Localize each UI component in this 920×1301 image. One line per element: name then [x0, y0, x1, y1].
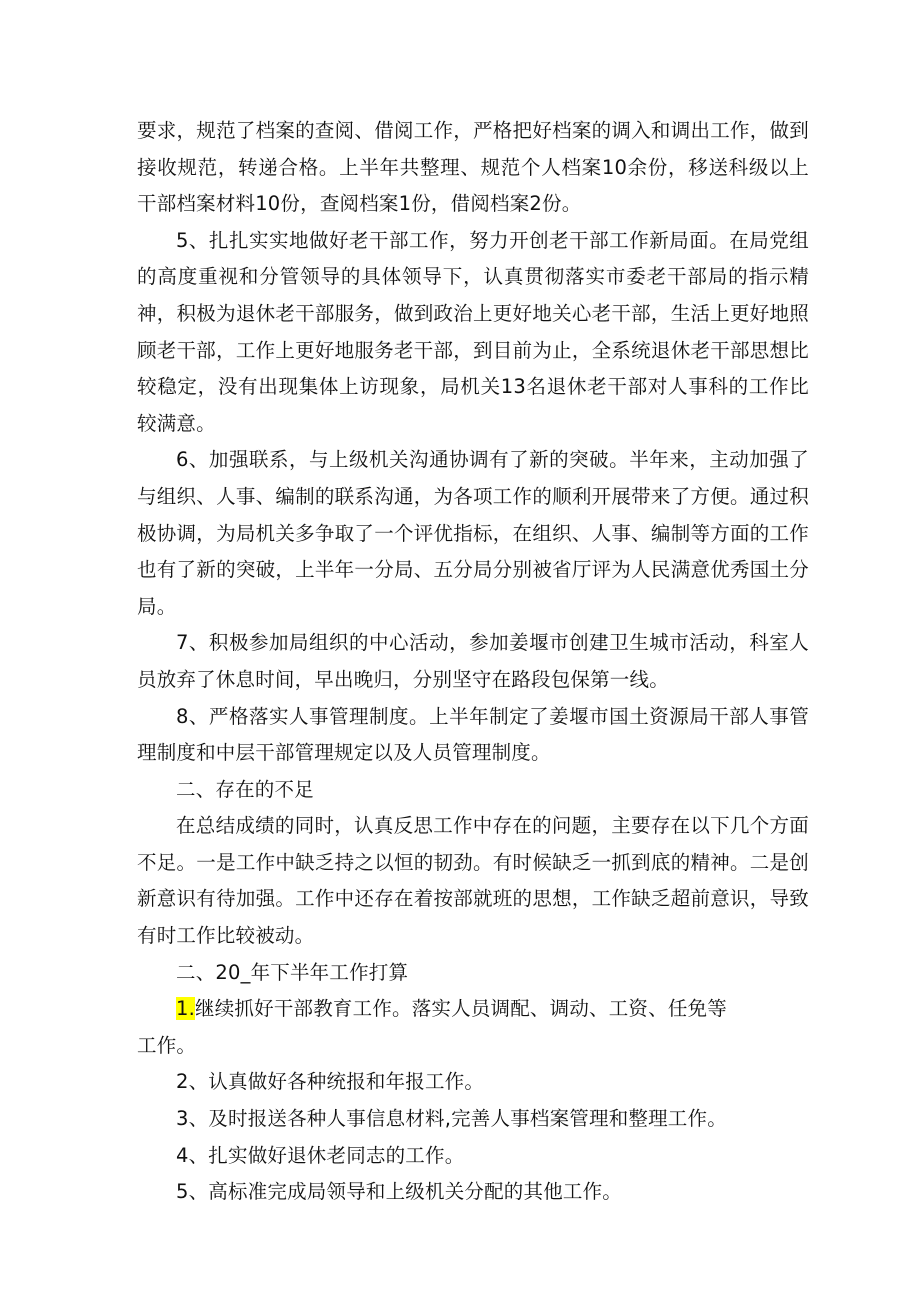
highlighted-item-number: 1.: [176, 997, 196, 1021]
plan-item-4: 4、扎实做好退休老同志的工作。: [176, 1143, 465, 1167]
plan-item-1-text: 继续抓好干部教育工作。落实人员调配、调动、工资、任免等: [195, 997, 727, 1021]
plan-item-3: 3、及时报送各种人事信息材料,完善人事档案管理和整理工作。: [176, 1107, 727, 1131]
paragraph-shortcomings: 在总结成绩的同时，认真反思工作中存在的问题，主要存在以下几个方面不足。一是工作中缺乏持之以恒的韧劲。有时候缺乏一抓到底的精神。二是创新意识有待加强。工作中还存在着按部就班的思想，工作缺乏超前意识，导致有时工作比较被动。: [137, 814, 809, 948]
paragraph-item-5-veteran-cadres: 5、扎扎实实地做好老干部工作，努力开创老干部工作新局面。在局党组的高度重视和分管领导的具体领导下，认真贯彻落实市委老干部局的指示精神，积极为退休老干部服务，做到政治上更好地关心老干部，生活上更好地照顾老干部，工作上更好地服务老干部，到目前为止，全系统退休老干部思想比较稳定，没有出现集体上访现象，局机关13名退休老干部对人事科的工作比较满意。: [137, 228, 809, 435]
plan-item-1-continuation: 工作。: [137, 1033, 197, 1057]
paragraph-item-8-personnel-rules: 8、严格落实人事管理制度。上半年制定了姜堰市国土资源局干部人事管理制度和中层干部管理规定以及人员管理制度。: [137, 704, 809, 765]
plan-item-5: 5、高标准完成局领导和上级机关分配的其他工作。: [176, 1180, 623, 1204]
paragraph-item-7-activities: 7、积极参加局组织的中心活动，参加姜堰市创建卫生城市活动，科室人员放弃了休息时间，早出晚归，分别坚守在路段包保第一线。: [137, 631, 809, 691]
document-body: [137, 113, 809, 1211]
plan-item-1: [137, 991, 809, 1064]
section-heading-second-half-plan: 二、20_年下半年工作打算: [176, 960, 409, 984]
section-heading-shortcomings: 二、存在的不足: [176, 777, 314, 801]
paragraph-archives-continuation: 要求，规范了档案的查阅、借阅工作，严格把好档案的调入和调出工作，做到接收规范，转递合格。上半年共整理、规范个人档案10余份，移送科级以上干部档案材料10份，查阅档案1份，借阅档案2份。: [137, 119, 809, 216]
plan-item-2: 2、认真做好各种统报和年报工作。: [176, 1070, 485, 1094]
paragraph-item-6-liaison: 6、加强联系，与上级机关沟通协调有了新的突破。半年来，主动加强了与组织、人事、编制的联系沟通，为各项工作的顺利开展带来了方便。通过积极协调，为局机关多争取了一个评优指标，在组织、人事、编制等方面的工作也有了新的突破，上半年一分局、五分局分别被省厅评为人民满意优秀国土分局。: [137, 448, 809, 618]
